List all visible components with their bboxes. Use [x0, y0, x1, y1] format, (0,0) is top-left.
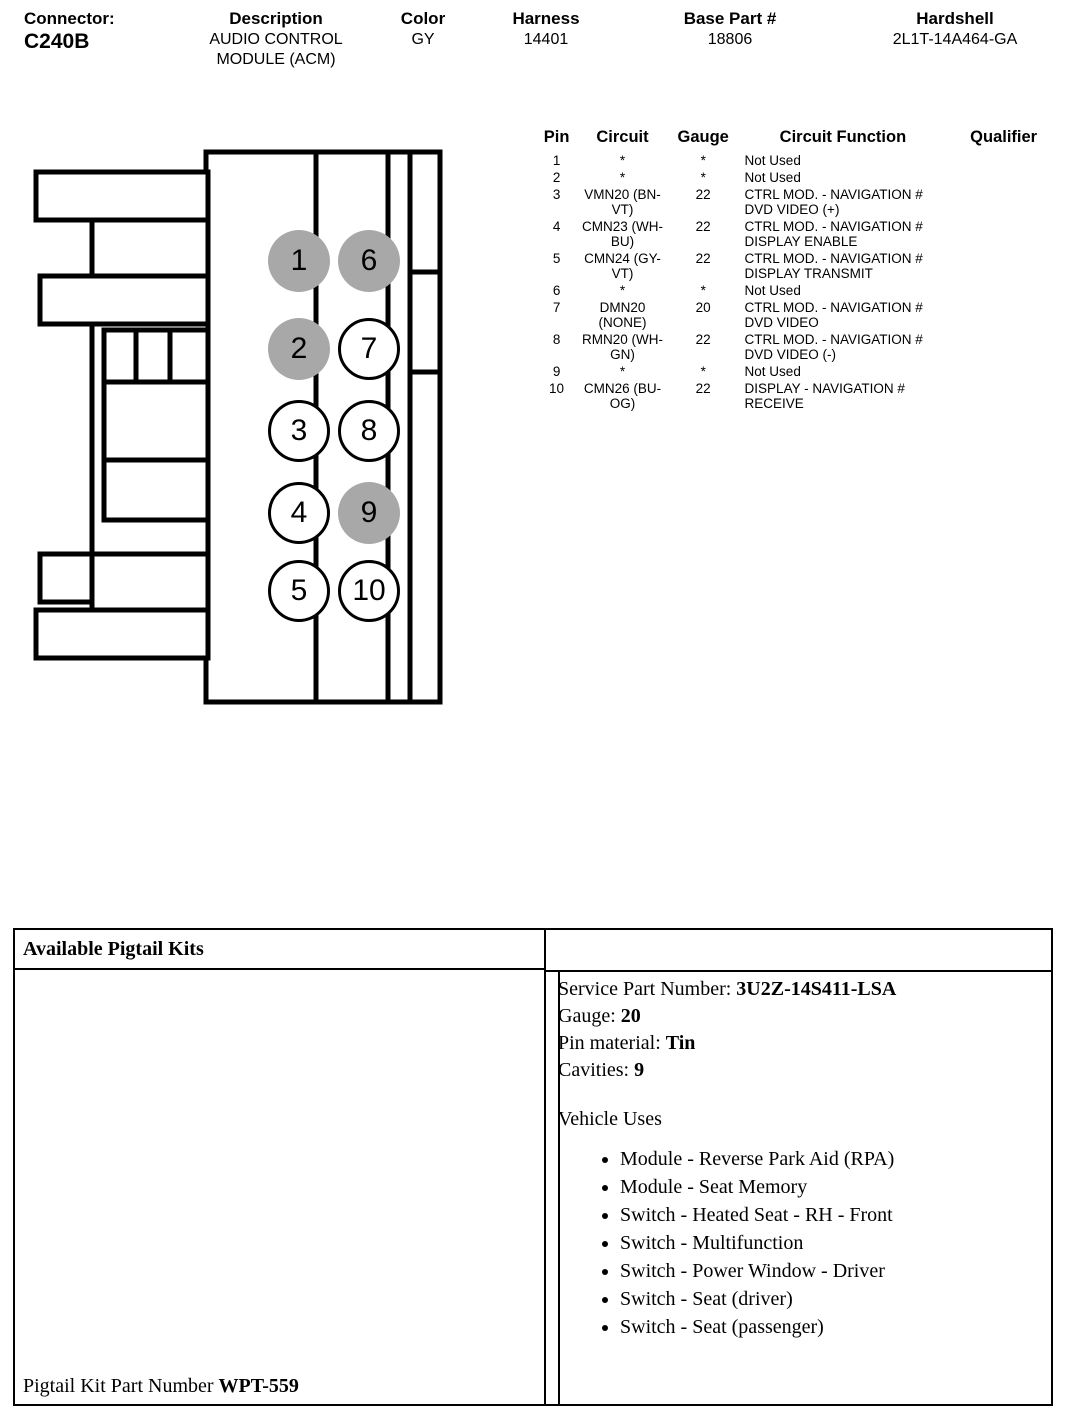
pin-circle-10[interactable]: [338, 560, 400, 622]
cell-qualifier: [951, 282, 1056, 299]
hardshell-value: 2L1T-14A464-GA: [892, 31, 1018, 48]
cell-pin: 3: [552, 187, 561, 202]
cell-circuit: CMN24 (GY-VT): [584, 251, 661, 281]
table-row: [540, 169, 1056, 186]
pin-circle-6[interactable]: [338, 230, 400, 292]
connector-diagram: [20, 130, 540, 730]
cell-qualifier: [951, 186, 1056, 218]
cell-circuit: *: [619, 364, 626, 379]
cell-gauge: 22: [695, 187, 711, 202]
cell-circuit: DMN20 (NONE): [598, 300, 647, 330]
cell-function: CTRL MOD. - NAVIGATION # DISPLAY ENABLE: [744, 219, 923, 249]
table-row: [540, 218, 1056, 250]
table-row: [540, 299, 1056, 331]
cell-function: Not Used: [744, 153, 801, 168]
pin-circle-9[interactable]: [338, 482, 400, 544]
cell-qualifier: [951, 380, 1056, 412]
harness-label: Harness: [512, 9, 580, 28]
header-harness: [476, 8, 616, 50]
harness-value: 14401: [523, 31, 569, 48]
pin-circle-label: 7: [360, 332, 378, 365]
available-pigtail-kits-panel: [13, 928, 1053, 1406]
pin-circle-label: 6: [360, 244, 378, 277]
pin-circle-label: 2: [290, 332, 308, 365]
header-connector: [24, 8, 115, 54]
pin-circle-8[interactable]: [338, 400, 400, 462]
list-item: • Module - Seat Memory: [620, 1173, 1048, 1201]
column-header-function: Circuit Function: [779, 128, 907, 146]
column-header-gauge: Gauge: [677, 128, 729, 146]
pin-circle-label: 3: [290, 414, 308, 447]
pigtail-kit-details: [548, 930, 1053, 1406]
column-header-qualifier: Qualifier: [970, 128, 1038, 146]
table-row: [540, 282, 1056, 299]
cell-gauge: *: [700, 283, 706, 298]
description-value: AUDIO CONTROL MODULE (ACM): [209, 31, 343, 68]
cell-pin: 9: [552, 364, 561, 379]
cavities-value: 9: [634, 1059, 645, 1081]
cell-pin: 4: [552, 219, 561, 234]
cell-function: CTRL MOD. - NAVIGATION # DVD VIDEO: [744, 300, 923, 330]
service-part-number-row: [558, 976, 1048, 1003]
cavities-row: [558, 1057, 1048, 1084]
list-item: • Module - Reverse Park Aid (RPA): [620, 1145, 1048, 1173]
column-header-pin: Pin: [543, 128, 570, 146]
base-part-value: 18806: [707, 31, 753, 48]
pin-material-value: Tin: [665, 1032, 696, 1054]
header-base-part: [650, 8, 810, 50]
cell-pin: 1: [552, 153, 561, 168]
connector-label: Connector:: [24, 9, 115, 28]
header-description: [176, 8, 376, 70]
list-item: • Switch - Power Window - Driver: [620, 1257, 1048, 1285]
cell-qualifier: [951, 331, 1056, 363]
vehicle-uses-heading: Vehicle Uses: [558, 1108, 662, 1130]
table-row: [540, 363, 1056, 380]
pigtail-kit-part-number: [23, 1375, 299, 1398]
list-item: • Switch - Heated Seat - RH - Front: [620, 1201, 1048, 1229]
cavities-label: Cavities:: [558, 1059, 635, 1081]
pin-circle-label: 9: [360, 496, 378, 529]
pin-circle-1[interactable]: [268, 230, 330, 292]
cell-gauge: *: [700, 364, 706, 379]
cell-function: Not Used: [744, 364, 801, 379]
hardshell-label: Hardshell: [916, 9, 994, 28]
pin-circle-label: 1: [290, 244, 308, 277]
cell-circuit: CMN23 (WH-BU): [581, 219, 663, 249]
document-header: [0, 0, 1066, 90]
cell-circuit: RMN20 (WH-GN): [581, 332, 663, 362]
table-header-row: [540, 128, 1056, 152]
gauge-row: [558, 1003, 1048, 1030]
cell-gauge: 20: [695, 300, 711, 315]
cell-function: CTRL MOD. - NAVIGATION # DISPLAY TRANSMIT: [744, 251, 923, 281]
table-row: [540, 152, 1056, 169]
list-item: • Switch - Multifunction: [620, 1229, 1048, 1257]
pigtail-kits-title-cell: [15, 930, 546, 970]
cell-circuit: *: [619, 170, 626, 185]
cell-function: CTRL MOD. - NAVIGATION # DVD VIDEO (-): [744, 332, 923, 362]
cell-circuit: *: [619, 153, 626, 168]
pin-circle-label: 8: [360, 414, 378, 447]
cell-function: CTRL MOD. - NAVIGATION # DVD VIDEO (+): [744, 187, 923, 217]
table-row: [540, 331, 1056, 363]
cell-function: DISPLAY - NAVIGATION # RECEIVE: [744, 381, 905, 411]
cell-qualifier: [951, 250, 1056, 282]
service-part-number-value: 3U2Z-14S411-LSA: [736, 978, 897, 1000]
column-header-circuit: Circuit: [596, 128, 649, 146]
pin-material-row: [558, 1030, 1048, 1057]
connector-value: C240B: [24, 30, 90, 53]
pin-table-element: [540, 128, 1056, 412]
cell-pin: 5: [552, 251, 561, 266]
cell-pin: 2: [552, 170, 561, 185]
vehicle-uses-list: [558, 1145, 1048, 1341]
cell-function: Not Used: [744, 170, 801, 185]
pin-circle-label: 4: [290, 496, 308, 529]
pin-circle-5[interactable]: [268, 560, 330, 622]
color-label: Color: [400, 9, 446, 28]
pigtail-kits-title: Available Pigtail Kits: [23, 937, 204, 960]
pin-circle-7[interactable]: [338, 318, 400, 380]
pin-assignment-table: [540, 128, 1060, 412]
pin-circle-2[interactable]: [268, 318, 330, 380]
gauge-label: Gauge:: [558, 1005, 621, 1027]
cell-circuit: *: [619, 283, 626, 298]
cell-qualifier: [951, 152, 1056, 169]
cell-pin: 6: [552, 283, 561, 298]
cell-pin: 10: [549, 381, 565, 396]
base-part-label: Base Part #: [683, 9, 777, 28]
cell-gauge: *: [700, 153, 706, 168]
cell-circuit: VMN20 (BN-VT): [584, 187, 661, 217]
table-row: [540, 380, 1056, 412]
pin-circle-label: 10: [352, 574, 386, 607]
gauge-value: 20: [620, 1005, 641, 1027]
pigtail-kit-part-number-label: Pigtail Kit Part Number: [23, 1375, 219, 1397]
pin-circle-label: 5: [290, 574, 308, 607]
list-item: • Switch - Seat (passenger): [620, 1313, 1048, 1341]
cell-gauge: 22: [695, 251, 711, 266]
header-color: [378, 8, 468, 50]
header-hardshell: [860, 8, 1050, 50]
table-row: [540, 186, 1056, 218]
cell-pin: 7: [552, 300, 561, 315]
description-label: Description: [229, 9, 323, 28]
cell-gauge: *: [700, 170, 706, 185]
cell-qualifier: [951, 169, 1056, 186]
cell-pin: 8: [552, 332, 561, 347]
cell-gauge: 22: [695, 381, 711, 396]
list-item: • Switch - Seat (driver): [620, 1285, 1048, 1313]
cell-qualifier: [951, 299, 1056, 331]
table-row: [540, 250, 1056, 282]
cell-qualifier: [951, 218, 1056, 250]
cell-gauge: 22: [695, 332, 711, 347]
pin-circle-4[interactable]: [268, 482, 330, 544]
pin-circle-3[interactable]: [268, 400, 330, 462]
color-value: GY: [411, 31, 435, 48]
cell-function: Not Used: [744, 283, 801, 298]
service-part-number-label: Service Part Number:: [558, 978, 737, 1000]
cell-circuit: CMN26 (BU-OG): [583, 381, 662, 411]
pigtail-kit-image-area: [15, 970, 546, 1406]
pigtail-kit-part-number-value: WPT-559: [218, 1375, 299, 1397]
cell-gauge: 22: [695, 219, 711, 234]
cell-qualifier: [951, 363, 1056, 380]
pin-material-label: Pin material:: [558, 1032, 666, 1054]
